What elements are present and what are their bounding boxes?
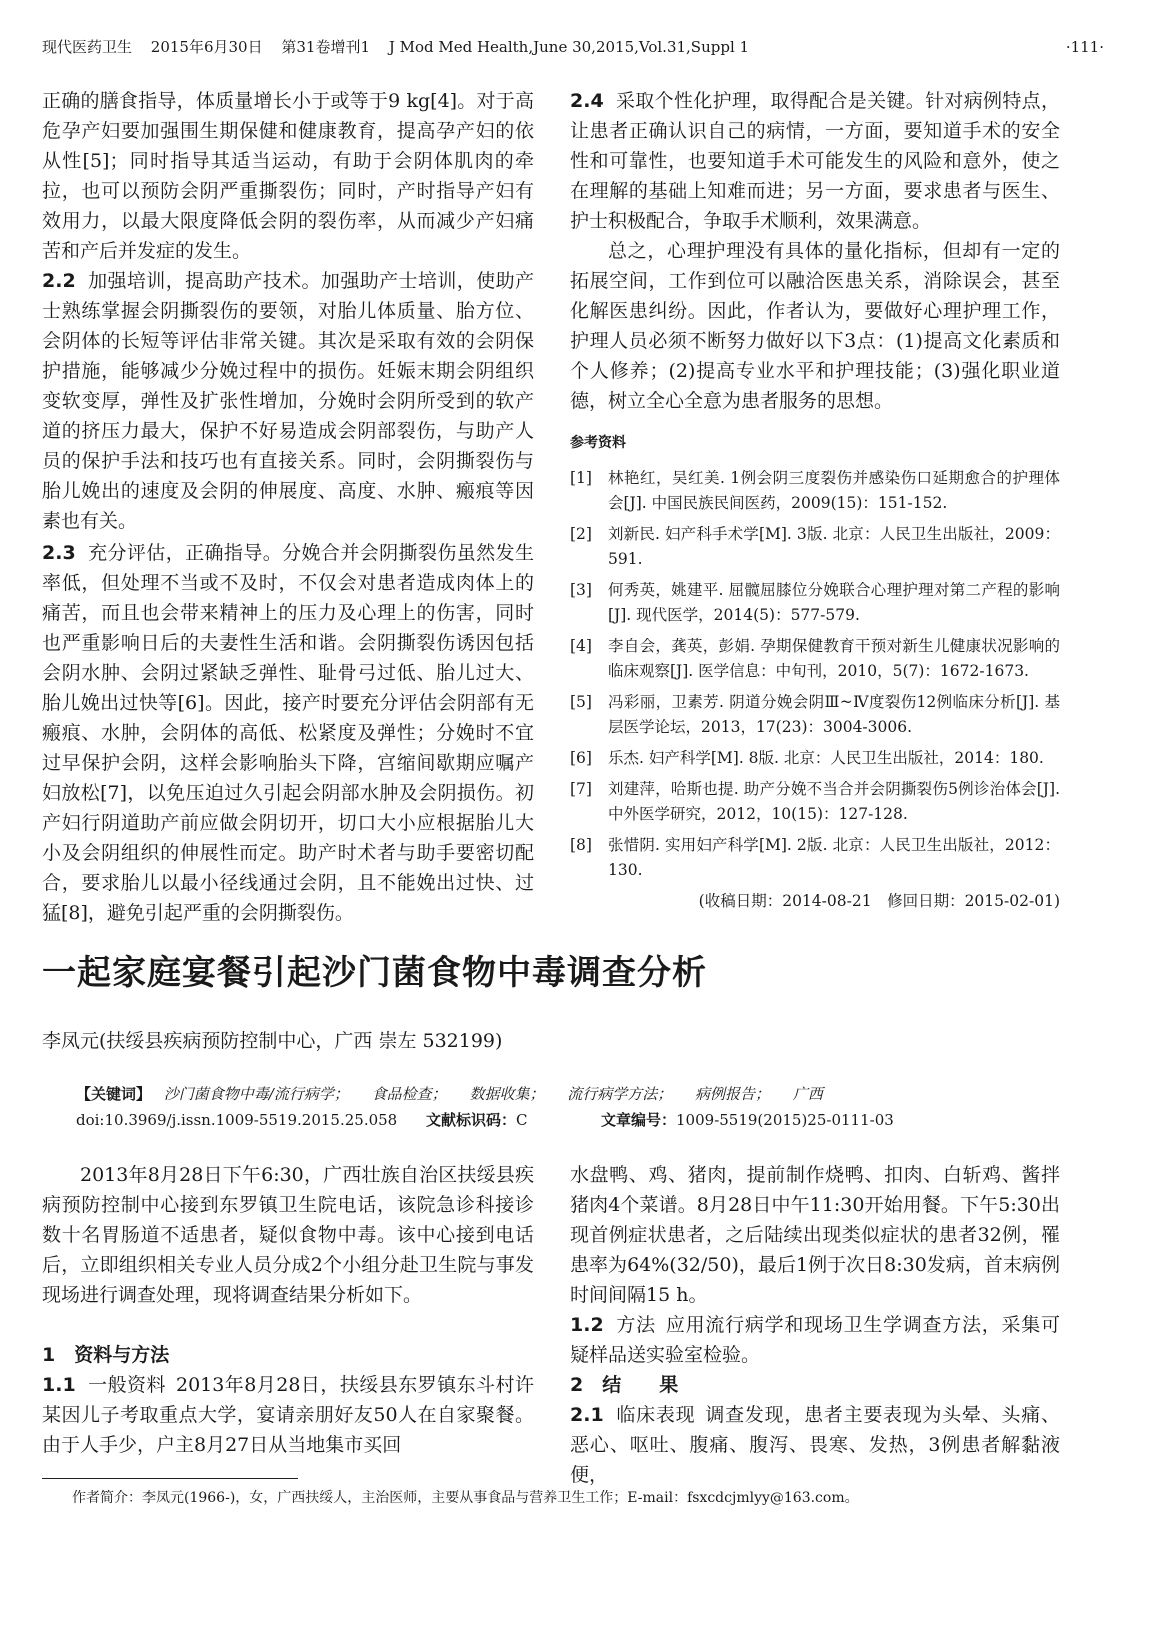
running-head: [42, 38, 1104, 56]
section-number: 1.1: [42, 1374, 76, 1396]
section-2-1: 2.1 临床表现 调查发现，患者主要表现为头晕、头痛、恶心、呕吐、腹痛、腹泻、畏寒、发热，3例患者解黏液便，: [570, 1404, 1060, 1486]
citation-en: J Mod Med Health,June 30,2015,Vol.31,Suppl 1: [388, 38, 750, 56]
section-number: 2.3: [42, 542, 76, 564]
section-1-1-continued: 水盘鸭、鸡、猪肉，提前制作烧鸭、扣肉、白斩鸡、酱拌猪肉4个菜谱。8月28日中午11:30开始用餐。下午5:30出现首例症状患者，之后陆续出现类似症状的患者32例，罹患率为64%(32/50)，最后1例于次日8:30发病，首末病例时间间隔15 h。: [570, 1164, 1060, 1306]
article-number: 1009-5519(2015)25-0111-03: [676, 1111, 894, 1129]
section-subtitle: 一般资料: [87, 1374, 166, 1396]
section-number: 2.2: [42, 270, 76, 292]
reference-item: [4] 李自会，龚英，彭娟. 孕期保健教育干预对新生儿健康状况影响的临床观察[J]. 医学信息：中旬刊，2010，5(7)：1672-1673.: [570, 637, 1060, 680]
running-head-left: [42, 38, 763, 56]
section-1-2: 1.2 方法 应用流行病学和现场卫生学调查方法，采集可疑样品送实验室检验。: [570, 1314, 1060, 1366]
section-1-heading: 1 资料与方法: [42, 1344, 170, 1366]
paragraph: 正确的膳食指导，体质量增长小于或等于9 kg[4]。对于高危孕产妇要加强围生期保健和健康教育，提高孕产妇的依从性[5]；同时指导其适当运动，有助于会阴体肌肉的牵拉，也可以预防会阴严重撕裂伤；同时，产时指导产妇有效用力，以最大限度降低会阴的裂伤率，从而减少产妇痛苦和产后并发症的发生。: [42, 90, 534, 262]
article-number-label: 文章编号：: [601, 1111, 677, 1129]
doc-code-label: 文献标识码：: [426, 1111, 517, 1129]
issue-date: 2015年6月30日: [150, 38, 263, 56]
section-number: 1.2: [570, 1314, 604, 1336]
paragraph-2-3: 2.3 充分评估，正确指导。分娩合并会阴撕裂伤虽然发生率低，但处理不当或不及时，不仅会对患者造成肉体上的痛苦，而且也会带来精神上的压力及心理上的伤害，同时也严重影响日后的夫妻性生活和谐。会阴撕裂伤诱因包括会阴水肿、会阴过紧缺乏弹性、耻骨弓过低、胎儿过大、胎儿娩出过快等[6]。因此，接产时要充分评估会阴部有无瘢痕、水肿，会阴体的高低、松紧度及弹性；分娩时不宜过早保护会阴，这样会影响胎头下降，宫缩间歇期应嘱产妇放松[7]，以免压迫过久引起会阴部水肿及会阴损伤。初产妇行阴道助产前应做会阴切开，切口大小应根据胎儿大小及会阴组织的伸展性而定。助产时术者与助手要密切配合，要求胎儿以最小径线通过会阴，且不能娩出过快、过猛[8]，避免引起严重的会阴撕裂伤。: [42, 542, 534, 924]
footnote-rule: [42, 1478, 298, 1479]
references-heading: 参考资料: [570, 435, 626, 451]
prev-article-right-column: [570, 86, 1060, 913]
author-affiliation: 李凤元(扶绥县疾病预防控制中心，广西 崇左 532199): [42, 1030, 503, 1052]
reference-item: [8] 张惜阴. 实用妇产科学[M]. 2版. 北京：人民卫生出版社，2012：130.: [570, 836, 1060, 879]
section-1-1: 1.1 一般资料 2013年8月28日，扶绥县东罗镇东斗村许某因儿子考取重点大学，宴请亲朋好友50人在自家聚餐。由于人手少，户主8月27日从当地集市买回: [42, 1374, 534, 1456]
intro-paragraph: 2013年8月28日下午6:30，广西壮族自治区扶绥县疾病预防控制中心接到东罗镇卫生院电话，该院急诊科接诊数十名胃肠道不适患者，疑似食物中毒。该中心接到电话后，立即组织相关专业人员分成2个小组分赴卫生院与事发现场进行调查处理，现将调查结果分析如下。: [42, 1164, 534, 1306]
section-2-heading: 2 结 果: [570, 1374, 679, 1396]
keywords-list: [164, 1085, 841, 1103]
received-dates: (收稿日期：2014-08-21 修回日期：2015-02-01): [698, 892, 1060, 910]
author-footnote: 作者简介：李凤元(1966-)，女，广西扶绥人，主治医师，主要从事食品与营养卫生工作；E-mail：fsxcdcjmlyy@163.com。: [72, 1490, 859, 1506]
doc-code: C: [516, 1111, 528, 1129]
section-subtitle: 临床表现: [615, 1404, 696, 1426]
references-list: [570, 466, 1060, 883]
reference-item: [6] 乐杰. 妇产科学[M]. 8版. 北京：人民卫生出版社，2014：180.: [570, 749, 1044, 767]
keywords-label: 【关键词】: [76, 1085, 152, 1103]
journal-name: 现代医药卫生: [42, 38, 133, 56]
prev-article-left-column: [42, 86, 534, 928]
keyword: 沙门菌食物中毒/流行病学；: [163, 1085, 349, 1103]
section-number: 2.4: [570, 90, 604, 112]
reference-item: [5] 冯彩丽，卫素芳. 阴道分娩会阴Ⅲ~Ⅳ度裂伤12例临床分析[J]. 基层医学论坛，2013，17(23)：3004-3006.: [570, 693, 1060, 736]
paragraph-2-2: 2.2 加强培训，提高助产技术。加强助产士培训，使助产士熟练掌握会阴撕裂伤的要领，对胎儿体质量、胎方位、会阴体的长短等评估非常关键。其次是采取有效的会阴保护措施，能够减少分娩过程中的损伤。妊娠末期会阴组织变软变厚，弹性及扩张性增加，分娩时会阴所受到的软产道的挤压力最大，保护不好易造成会阴部裂伤，与助产人员的保护手法和技巧也有直接关系。同时，会阴撕裂伤与胎儿娩出的速度及会阴的伸展度、高度、水肿、瘢痕等因素也有关。: [42, 270, 534, 532]
keyword: 数据收集；: [469, 1085, 545, 1103]
section-subtitle: 方法: [615, 1314, 656, 1336]
reference-item: [7] 刘建萍，哈斯也提. 助产分娩不当合并会阴撕裂伤5例诊治体会[J]. 中外医学研究，2012，10(15)：127-128.: [570, 780, 1060, 823]
keyword: 广西: [792, 1085, 823, 1103]
article-right-column: [570, 1160, 1060, 1486]
keyword: 食品检查；: [371, 1085, 447, 1103]
section-number: 2.1: [570, 1404, 604, 1426]
doi: doi:10.3969/j.issn.1009-5519.2015.25.058: [76, 1111, 398, 1129]
paragraph-2-4: 2.4 采取个性化护理，取得配合是关键。针对病例特点，让患者正确认识自己的病情，一方面，要知道手术的安全性和可靠性，也要知道手术可能发生的风险和意外，使之在理解的基础上知难而进；另一方面，要求患者与医生、护士积极配合，争取手术顺利，效果满意。: [570, 90, 1060, 232]
article-left-column: [42, 1160, 534, 1460]
reference-item: [3] 何秀英，姚建平. 屈髋屈膝位分娩联合心理护理对第二产程的影响[J]. 现代医学，2014(5)：577-579.: [570, 581, 1060, 624]
keywords-row: [76, 1081, 1116, 1107]
doi-row: [76, 1107, 1116, 1133]
keywords-block: [76, 1081, 1116, 1133]
page-number: ·111·: [1065, 38, 1104, 56]
volume: 第31卷增刊1: [281, 38, 371, 56]
reference-item: [1] 林艳红，吴红美. 1例会阴三度裂伤并感染伤口延期愈合的护理体会[J]. 中国民族民间医药，2009(15)：151-152.: [570, 469, 1060, 512]
reference-item: [2] 刘新民. 妇产科手术学[M]. 3版. 北京：人民卫生出版社，2009：591.: [570, 525, 1060, 568]
keyword: 病例报告；: [695, 1085, 771, 1103]
keyword: 流行病学方法；: [567, 1085, 673, 1103]
article-title: 一起家庭宴餐引起沙门菌食物中毒调查分析: [42, 953, 707, 993]
conclusion-paragraph: 总之，心理护理没有具体的量化指标，但却有一定的拓展空间，工作到位可以融洽医患关系，消除误会，甚至化解医患纠纷。因此，作者认为，要做好心理护理工作，护理人员必须不断努力做好以下3点：(1)提高文化素质和个人修养；(2)提高专业水平和护理技能；(3)强化职业道德，树立全心全意为患者服务的思想。: [570, 240, 1060, 412]
